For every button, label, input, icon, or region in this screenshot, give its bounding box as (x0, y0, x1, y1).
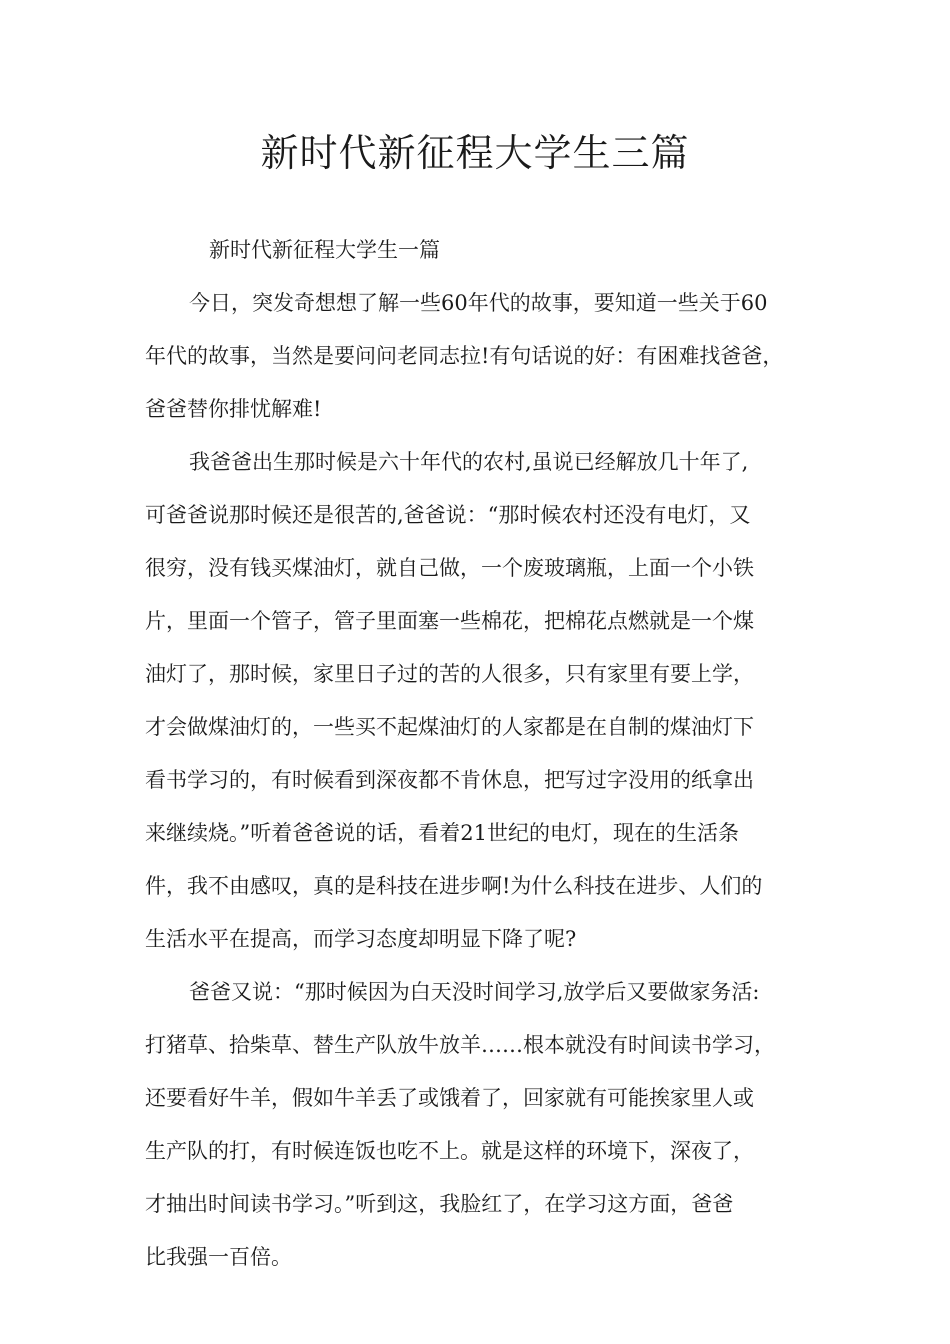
paragraph-line: 今日，突发奇想想了解一些60年代的故事，要知道一些关于60 (189, 291, 768, 315)
paragraph-2 (145, 436, 821, 966)
paragraph-line: 才会做煤油灯的，一些买不起煤油灯的人家都是在自制的煤油灯下 (145, 715, 754, 739)
paragraph-line: 年代的故事，当然是要问问老同志拉!有句话说的好：有困难找爸爸， (145, 344, 784, 368)
paragraph-line: 还要看好牛羊，假如牛羊丢了或饿着了，回家就有可能挨家里人或 (145, 1086, 754, 1110)
paragraph-line: 件，我不由感叹，真的是科技在进步啊!为什么科技在进步、人们的 (145, 874, 763, 898)
paragraph-1 (145, 277, 821, 436)
paragraph-3 (145, 966, 821, 1284)
paragraph-line: 比我强一百倍。 (145, 1245, 292, 1269)
paragraph-line: 油灯了，那时候，家里日子过的苦的人很多，只有家里有要上学， (145, 662, 754, 686)
paragraph-line: 可爸爸说那时候还是很苦的,爸爸说：“那时候农村还没有电灯，又 (145, 503, 751, 527)
paragraph-line: 来继续烧。”听着爸爸说的话，看着21世纪的电灯，现在的生活条 (145, 821, 739, 845)
section-subtitle: 新时代新征程大学生一篇 (209, 238, 440, 262)
paragraph-line: 爸爸又说：“那时候因为白天没时间学习,放学后又要做家务活: (189, 980, 760, 1004)
paragraph-line: 才抽出时间读书学习。”听到这，我脸红了，在学习这方面，爸爸 (145, 1192, 734, 1216)
paragraph-line: 生活水平在提高，而学习态度却明显下降了呢? (145, 927, 577, 951)
paragraph-line: 看书学习的，有时候看到深夜都不肯休息，把写过字没用的纸拿出 (145, 768, 754, 792)
paragraph-line: 爸爸替你排忧解难! (145, 397, 322, 421)
paragraph-line: 我爸爸出生那时候是六十年代的农村,虽说已经解放几十年了, (189, 450, 749, 474)
paragraph-line: 片，里面一个管子，管子里面塞一些棉花，把棉花点燃就是一个煤 (145, 609, 754, 633)
paragraph-line: 很穷，没有钱买煤油灯，就自己做，一个废玻璃瓶，上面一个小铁 (145, 556, 754, 580)
document-title: 新时代新征程大学生三篇 (260, 131, 690, 175)
paragraph-line: 生产队的打，有时候连饭也吃不上。就是这样的环境下，深夜了， (145, 1139, 754, 1163)
document-body (145, 224, 821, 1284)
paragraph-line: 打猪草、拾柴草、替生产队放牛放羊……根本就没有时间读书学习， (145, 1033, 775, 1057)
